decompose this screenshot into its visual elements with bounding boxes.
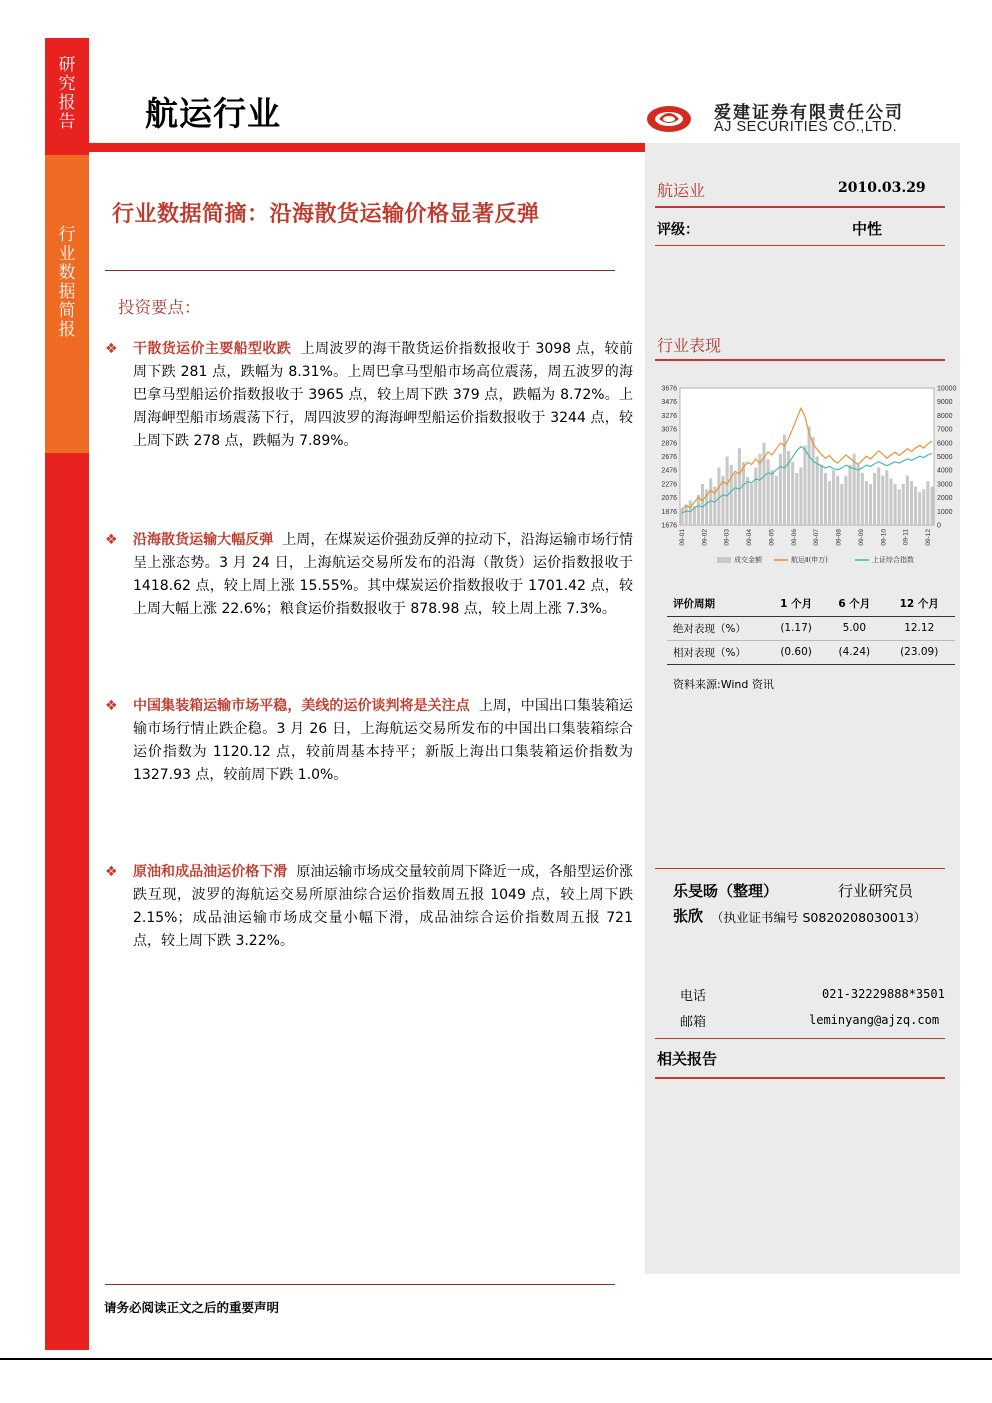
x-tick-label: 09-08: [835, 529, 843, 546]
volume-bar: [738, 448, 741, 525]
point-body: 上周，中国出口集装箱运输市场行情止跌企稳。3 月 26 日，上海航运交易所发布的中国出口集装箱综合运价指数为 1120.12 点，较前周基本持平；新版上海出口集装箱运价指数为 1327.93 点，较前周下跌 1.0%。: [133, 698, 634, 783]
volume-bar: [783, 435, 786, 525]
volume-bar: [746, 477, 749, 525]
side-tab-report: 研 究 报 告: [58, 55, 76, 132]
volume-bar: [844, 476, 847, 525]
volume-bar: [767, 459, 770, 525]
point-headline: 原油和成品油运价格下滑: [133, 864, 288, 880]
point-headline: 干散货运价主要船型收跌: [133, 341, 292, 357]
volume-bar: [910, 481, 913, 525]
report-title: 行业数据简摘：沿海散货运输价格显著反弹: [112, 202, 540, 227]
phone-label: 电话: [680, 989, 707, 1004]
sidebar-rule-thin: [655, 245, 945, 246]
table-row: [667, 640, 955, 664]
point-dry-bulk: [105, 338, 633, 453]
volume-bar: [681, 509, 684, 525]
volume-bar: [906, 476, 909, 525]
volume-bar: [795, 473, 798, 525]
volume-bar: [861, 473, 864, 525]
performance-rule: [655, 359, 945, 361]
email-label: 邮箱: [680, 1015, 707, 1030]
diamond-bullet-icon: ❖: [105, 341, 118, 357]
volume-bar: [754, 467, 757, 525]
volume-bar: [779, 454, 782, 525]
y-left-tick-label: 3276: [661, 412, 677, 420]
volume-bar: [885, 470, 888, 525]
y-left-tick-label: 3076: [661, 426, 677, 434]
side-tab-databrief: 行 业 数 据 简 报: [58, 225, 76, 340]
rating-value: 中性: [852, 220, 883, 238]
volume-bar: [922, 489, 925, 525]
y-left-tick-label: 1676: [661, 522, 677, 530]
investment-points-heading: 投资要点：: [118, 298, 201, 317]
table-cell: (4.24): [825, 640, 883, 664]
y-right-tick-label: 2000: [937, 495, 953, 503]
table-cell: (23.09): [883, 640, 955, 664]
volume-bar: [812, 437, 815, 525]
footer-divider: [105, 1284, 615, 1285]
performance-table: [667, 592, 955, 665]
y-left-tick-label: 2476: [661, 467, 677, 475]
y-right-tick-label: 8000: [937, 412, 953, 420]
table-header: 12 个月: [883, 592, 955, 616]
legend-label: 上证综合指数: [872, 556, 914, 564]
y-right-tick-label: 7000: [937, 426, 953, 434]
legend-label: 成交金额: [734, 556, 762, 564]
volume-bar: [803, 446, 806, 525]
company-name-cn: 爱建证券有限责任公司: [714, 103, 904, 123]
y-right-tick-label: 9000: [937, 399, 953, 407]
author-cert: （执业证书编号 S0820208030013）: [711, 910, 927, 925]
volume-bar: [881, 476, 884, 525]
y-right-tick-label: 6000: [937, 440, 953, 448]
x-tick-label: 09-10: [880, 529, 888, 546]
volume-bar: [840, 484, 843, 525]
y-right-tick-label: 10000: [937, 385, 957, 393]
point-container: [105, 695, 633, 787]
volume-bar: [750, 484, 753, 525]
x-tick-label: 09-07: [813, 529, 821, 546]
industry-performance-chart: [652, 380, 957, 570]
volume-bar: [697, 495, 700, 525]
diamond-bullet-icon: ❖: [105, 864, 118, 880]
header-red-rule: [89, 143, 645, 152]
volume-bar: [771, 470, 774, 525]
volume-bar: [894, 484, 897, 525]
x-tick-label: 09-01: [679, 529, 686, 546]
legend-swatch: [717, 557, 731, 563]
sidebar-industry: 航运业: [657, 181, 706, 200]
author-role: 行业研究员: [838, 882, 914, 900]
volume-bar: [730, 465, 733, 525]
volume-bar: [799, 467, 802, 525]
volume-bar: [808, 426, 811, 525]
x-tick-label: 09-02: [701, 529, 709, 546]
point-body: 上周，在煤炭运价强劲反弹的拉动下，沿海运输市场行情呈上涨态势。3 月 24 日，上海航运交易所发布的沿海（散货）运价指数报收于 1418.62 点，较上周上涨 15.55%。其中煤炭运价指数报收于 1701.42 点，较上周大幅上涨 22.6%；粮食运价指数报收于 878.98 点，较上周上涨 7.3%。: [133, 532, 634, 617]
volume-bar: [853, 454, 856, 525]
table-cell: 绝对表现（%）: [667, 616, 767, 640]
volume-bar: [832, 470, 835, 525]
table-cell: 相对表现（%）: [667, 640, 767, 664]
volume-bar: [877, 467, 880, 525]
diamond-bullet-icon: ❖: [105, 532, 118, 548]
y-right-tick-label: 1000: [937, 508, 953, 516]
volume-bar: [775, 476, 778, 525]
legend-label: 航运Ⅱ(申万): [791, 556, 828, 564]
volume-bar: [717, 467, 720, 525]
y-left-tick-label: 2276: [661, 481, 677, 489]
x-tick-label: 09-09: [857, 529, 865, 546]
company-name-en: AJ SECURITIES CO.,LTD.: [714, 119, 898, 135]
related-rule-bottom: [655, 1077, 945, 1079]
volume-bar: [828, 481, 831, 525]
table-cell: (1.17): [767, 616, 825, 640]
volume-bar: [926, 481, 929, 525]
volume-bar: [869, 484, 872, 525]
volume-bar: [685, 504, 688, 525]
volume-bar: [758, 454, 761, 525]
volume-bar: [836, 476, 839, 525]
table-cell: 12.12: [883, 616, 955, 640]
volume-bar: [918, 492, 921, 525]
volume-bar: [902, 484, 905, 525]
related-rule: [655, 1038, 945, 1039]
author-rule: [655, 868, 945, 869]
y-left-tick-label: 3476: [661, 399, 677, 407]
volume-bar: [857, 465, 860, 525]
rating-label: 评级：: [657, 222, 699, 238]
right-sidebar: [645, 143, 960, 1274]
x-tick-label: 09-03: [723, 529, 731, 546]
data-source: 资料来源:Wind 资讯: [673, 678, 774, 691]
volume-bar: [762, 443, 765, 525]
volume-bar: [701, 484, 704, 525]
point-body: 上周波罗的海干散货运价指数报收于 3098 点，较前周下跌 281 点，跌幅为 8.31%。上周巴拿马型船市场高位震荡，周五波罗的海巴拿马型船运价指数报收于 3965 点，较上周下跌 379 点，跌幅为 8.72%。上周海岬型船市场震荡下行，周四波罗的海海岬型船运价指数报收于 3244 点，较上周下跌 278 点，跌幅为 7.89%。: [133, 341, 634, 449]
point-oil: [105, 861, 633, 953]
volume-bar: [689, 500, 692, 525]
point-headline: 中国集装箱运输市场平稳，美线的运价谈判将是关注点: [133, 698, 470, 714]
volume-bar: [816, 457, 819, 526]
x-tick-label: 09-05: [768, 529, 776, 546]
x-tick-label: 09-04: [746, 529, 754, 546]
volume-bar: [734, 473, 737, 525]
y-right-tick-label: 5000: [937, 454, 953, 461]
phone-value: 021-32229888*3501: [822, 987, 945, 1001]
x-tick-label: 09-06: [790, 529, 798, 546]
volume-bar: [930, 487, 933, 525]
y-right-tick-label: 4000: [937, 467, 953, 475]
y-left-tick-label: 2876: [661, 440, 677, 448]
x-tick-label: 09-11: [902, 529, 910, 546]
point-headline: 沿海散货运输大幅反弹: [133, 532, 274, 548]
email-value[interactable]: leminyang@ajzq.com: [809, 1013, 940, 1027]
diamond-bullet-icon: ❖: [105, 698, 118, 714]
report-date: 2010.03.29: [838, 180, 926, 196]
volume-bar: [848, 465, 851, 525]
volume-bar: [898, 489, 901, 525]
volume-bar: [791, 462, 794, 525]
volume-bar: [873, 473, 876, 525]
related-reports-label: 相关报告: [657, 1050, 718, 1068]
title-divider: [105, 270, 615, 271]
point-body: 原油运输市场成交量较前周下降近一成，各船型运价涨跌互现，波罗的海航运交易所原油综合运价指数周五报 1049 点，较上周下跌 2.15%；成品油运输市场成交量小幅下滑，成品油综合运价指数周五报 721 点，较上周下跌 3.22%。: [133, 864, 634, 949]
y-left-tick-label: 2076: [661, 495, 677, 503]
author-name: 乐旻旸（整理）: [673, 882, 779, 900]
volume-bar: [865, 481, 868, 525]
table-header: 1 个月: [767, 592, 825, 616]
y-left-tick-label: 2676: [661, 454, 677, 461]
volume-bar: [726, 457, 729, 526]
volume-bar: [824, 473, 827, 525]
y-left-tick-label: 1876: [661, 508, 677, 516]
point-coastal-bulk: [105, 529, 633, 621]
author-name-2: 张欣: [673, 907, 704, 925]
industry-title: 航运行业: [145, 94, 281, 133]
x-tick-label: 09-12: [925, 529, 932, 546]
table-row: [667, 616, 955, 640]
table-cell: 5.00: [825, 616, 883, 640]
y-right-tick-label: 3000: [937, 481, 953, 489]
y-left-tick-label: 3676: [661, 385, 677, 393]
performance-heading: 行业表现: [657, 336, 722, 355]
disclaimer-note: 请务必阅读正文之后的重要声明: [104, 1300, 280, 1315]
volume-bar: [889, 478, 892, 525]
sidebar-rule: [655, 206, 945, 208]
volume-bar: [742, 462, 745, 525]
volume-bar: [914, 487, 917, 525]
table-cell: (0.60): [767, 640, 825, 664]
page-bottom-line: [0, 1358, 992, 1360]
volume-bar: [820, 465, 823, 525]
table-header: 6 个月: [825, 592, 883, 616]
y-right-tick-label: 0: [937, 522, 941, 530]
table-header: 评价周期: [667, 592, 767, 616]
